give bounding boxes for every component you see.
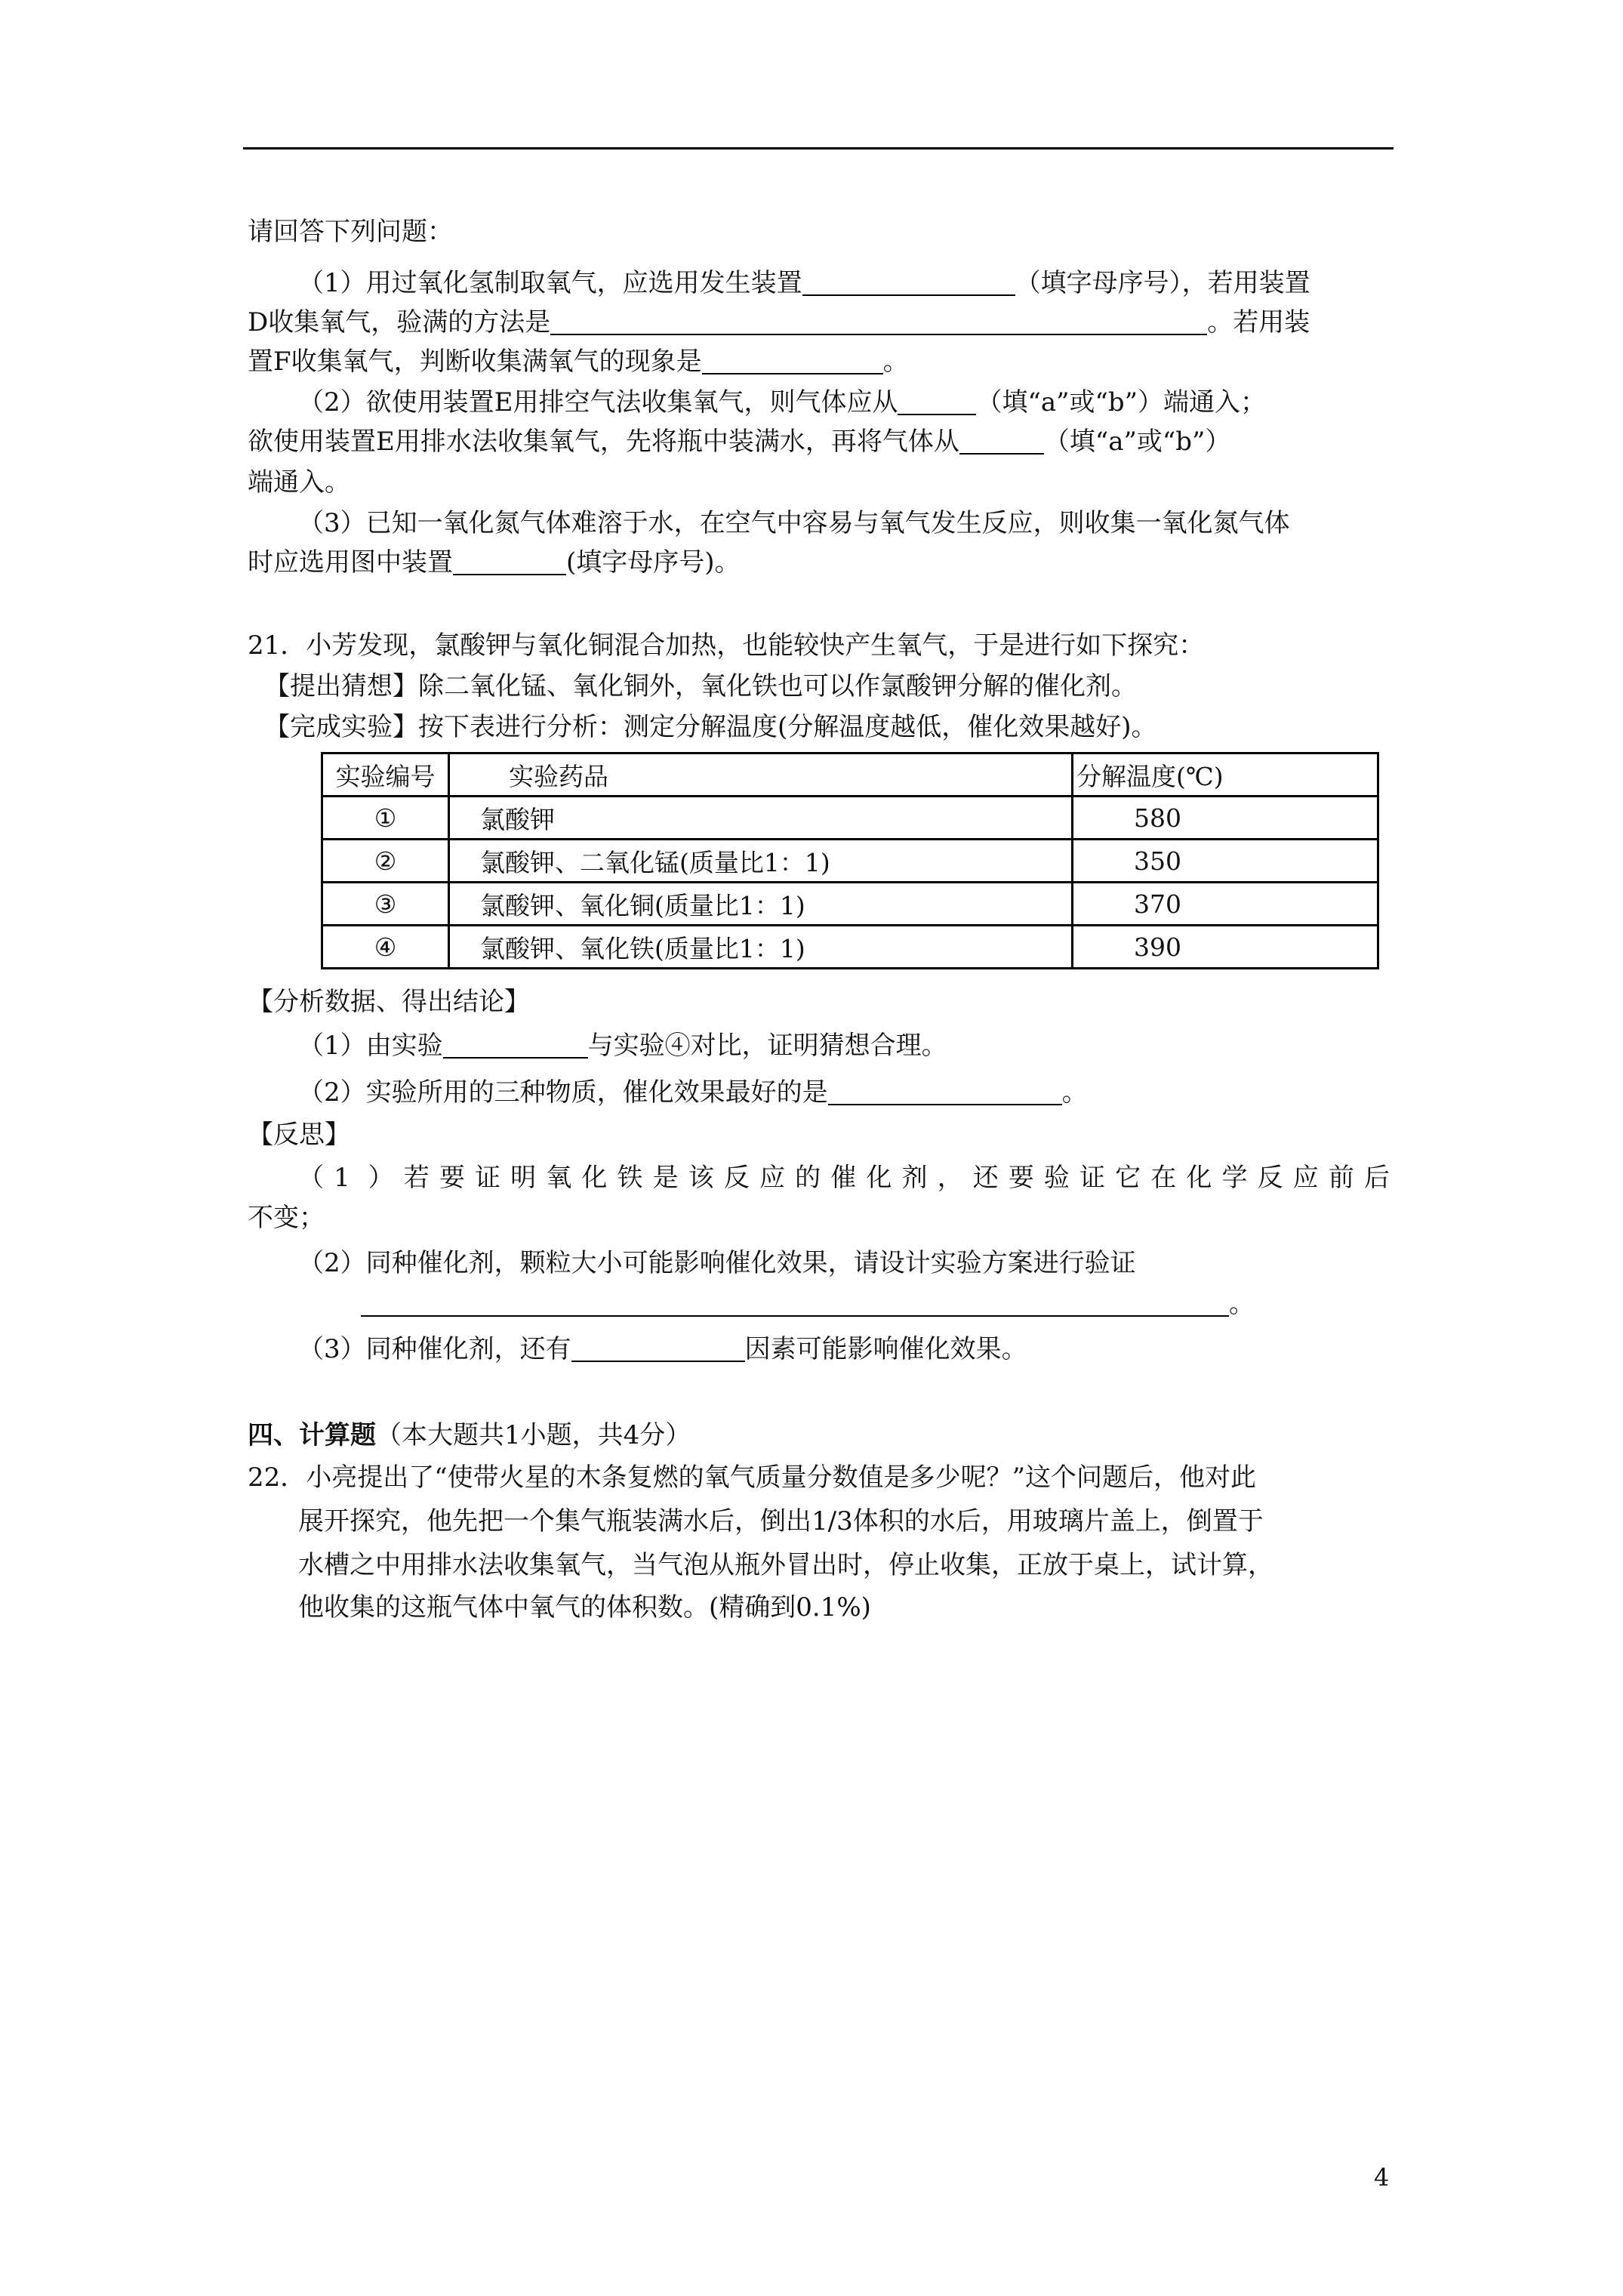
- reflect-line1-cont: 不变；: [248, 1203, 325, 1233]
- answer-blank[interactable]: [898, 388, 976, 415]
- answer-blank[interactable]: [443, 1031, 588, 1059]
- table-row: [322, 926, 1378, 969]
- table-header-cell: 实验编号: [322, 754, 449, 797]
- q21-experiment: 【完成实验】按下表进行分析：测定分解温度(分解温度越低，催化效果越好)。: [264, 712, 1157, 742]
- q20-p2-line1: （2）欲使用装置E用排空气法收集氧气，则气体应从 （填“a”或“b”）端通入；: [298, 387, 1267, 418]
- reflect-line1: （1 ）若要证明氧化铁是该反应的催化剂，还要验证它在化学反应前后: [298, 1163, 1390, 1193]
- reflect-title: 【反思】: [248, 1120, 350, 1150]
- table-cell: 370: [1073, 883, 1378, 926]
- reflect-line3: （3）同种催化剂，还有 因素可能影响催化效果。: [298, 1334, 1027, 1364]
- answer-blank[interactable]: [959, 427, 1044, 455]
- analysis-line2: （2）实验所用的三种物质，催化效果最好的是 。: [298, 1077, 1088, 1108]
- section4-heading: 四、计算题（本大题共1小题，共4分）: [248, 1420, 691, 1450]
- table-row: [322, 883, 1378, 926]
- table-cell: 390: [1073, 926, 1378, 969]
- table-row: [322, 840, 1378, 883]
- answer-blank[interactable]: [802, 269, 1015, 296]
- answer-blank[interactable]: [702, 347, 883, 374]
- q20-p1-line1: （1）用过氧化氢制取氧气，应选用发生装置 （填字母序号），若用装置: [298, 268, 1310, 298]
- answer-blank[interactable]: [361, 1290, 1229, 1317]
- q21-stem: 21．小芳发现，氯酸钾与氧化铜混合加热，也能较快产生氧气，于是进行如下探究：: [248, 630, 1205, 661]
- intro-text: 请回答下列问题：: [248, 217, 453, 247]
- reflect-line2: （2）同种催化剂，颗粒大小可能影响催化效果，请设计实验方案进行验证: [298, 1248, 1136, 1278]
- experiment-table: [321, 752, 1379, 969]
- analysis-title: 【分析数据、得出结论】: [248, 987, 530, 1017]
- table-cell: 氯酸钾: [449, 797, 1073, 840]
- analysis-line1: （1）由实验 与实验④对比，证明猜想合理。: [298, 1031, 947, 1061]
- q20-p3-line2: 时应选用图中装置 (填字母序号)。: [248, 547, 741, 578]
- table-header-row: [322, 754, 1378, 797]
- table-row: [322, 797, 1378, 840]
- answer-blank[interactable]: [571, 1335, 745, 1362]
- table-cell: 氯酸钾、氧化铁(质量比1：1): [449, 926, 1073, 969]
- q22-line4: 他收集的这瓶气体中氧气的体积数。(精确到0.1%): [298, 1592, 871, 1623]
- table-cell: ③: [322, 883, 449, 926]
- q21-hypothesis: 【提出猜想】除二氧化锰、氧化铜外，氧化铁也可以作氯酸钾分解的催化剂。: [264, 671, 1137, 701]
- q20-p2-line2: 欲使用装置E用排水法收集氧气，先将瓶中装满水，再将气体从 （填“a”或“b”）: [248, 427, 1231, 457]
- q20-p1-line3: 置F收集氧气，判断收集满氧气的现象是 。: [248, 347, 909, 377]
- q22-line1: 22．小亮提出了“使带火星的木条复燃的氧气质量分数值是多少呢？”这个问题后，他对此: [248, 1462, 1257, 1493]
- reflect-line2-blank: 。: [361, 1285, 1255, 1323]
- answer-blank[interactable]: [828, 1078, 1062, 1105]
- page-number: 4: [1374, 2163, 1390, 2192]
- table-cell: 氯酸钾、二氧化锰(质量比1：1): [449, 840, 1073, 883]
- q20-p3-line1: （3）已知一氧化氮气体难溶于水，在空气中容易与氧气发生反应，则收集一氧化氮气体: [298, 508, 1290, 538]
- q20-p1-line2: D收集氧气，验满的方法是 。若用装: [248, 307, 1310, 337]
- table-cell: ④: [322, 926, 449, 969]
- answer-blank[interactable]: [550, 308, 1207, 335]
- table-cell: 580: [1073, 797, 1378, 840]
- q20-p2-line3: 端通入。: [248, 467, 350, 498]
- table-cell: ①: [322, 797, 449, 840]
- q22-line3: 水槽之中用排水法收集氧气，当气泡从瓶外冒出时，停止收集，正放于桌上，试计算，: [298, 1550, 1273, 1580]
- table-cell: 350: [1073, 840, 1378, 883]
- table-header-cell: 实验药品: [449, 754, 1073, 797]
- q22-line2: 展开探究，他先把一个集气瓶装满水后，倒出1/3体积的水后，用玻璃片盖上，倒置于: [298, 1506, 1264, 1536]
- answer-blank[interactable]: [453, 548, 566, 575]
- table-cell: 氯酸钾、氧化铜(质量比1：1): [449, 883, 1073, 926]
- header-rule: [243, 147, 1394, 149]
- table-cell: ②: [322, 840, 449, 883]
- table-header-cell: 分解温度(℃): [1073, 754, 1378, 797]
